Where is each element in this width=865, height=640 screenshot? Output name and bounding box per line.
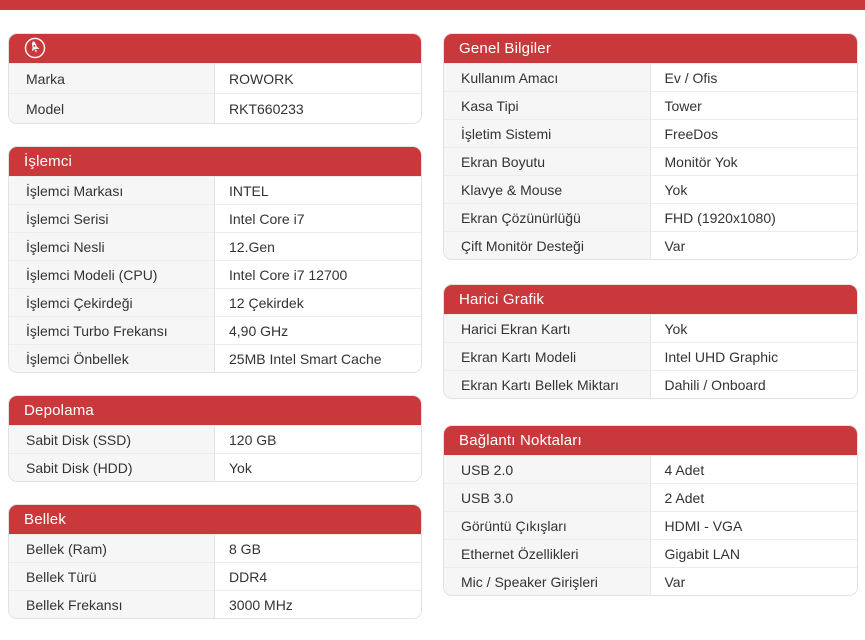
storage-table	[8, 395, 422, 482]
spec-value: Intel UHD Graphic	[651, 343, 858, 370]
table-row	[9, 562, 421, 590]
table-row	[9, 260, 421, 288]
brand-table	[8, 33, 422, 124]
spec-label: Çift Monitör Desteği	[444, 232, 651, 259]
spec-value: 4,90 GHz	[215, 317, 421, 344]
spec-sheet	[0, 10, 865, 619]
spec-label: Sabit Disk (HDD)	[9, 454, 215, 481]
spec-label: Ekran Kartı Bellek Miktarı	[444, 371, 651, 398]
spec-label: İşlemci Çekirdeği	[9, 289, 215, 316]
table-row	[9, 232, 421, 260]
spec-label: Bellek Türü	[9, 563, 215, 590]
spec-value: Var	[651, 232, 858, 259]
left-column	[8, 33, 422, 619]
spec-label: USB 3.0	[444, 484, 651, 511]
spec-value: 25MB Intel Smart Cache	[215, 345, 421, 372]
spec-label: Bellek Frekansı	[9, 591, 215, 618]
spec-value: Intel Core i7	[215, 205, 421, 232]
external-graphics-table-header	[443, 284, 858, 314]
right-column	[443, 33, 858, 596]
spec-label: Mic / Speaker Girişleri	[444, 568, 651, 595]
table-row	[9, 453, 421, 481]
ports-table-header	[443, 425, 858, 455]
table-row	[9, 204, 421, 232]
memory-table	[8, 504, 422, 619]
table-row	[444, 539, 857, 567]
spec-label: Görüntü Çıkışları	[444, 512, 651, 539]
spec-value: DDR4	[215, 563, 421, 590]
ports-table	[443, 425, 858, 596]
table-row	[444, 511, 857, 539]
table-row	[9, 93, 421, 123]
section-title: Bağlantı Noktaları	[459, 431, 582, 449]
spec-label: Model	[9, 94, 215, 123]
spec-value: Yok	[651, 176, 858, 203]
spec-value: Ev / Ofis	[651, 64, 858, 91]
spec-label: İşletim Sistemi	[444, 120, 651, 147]
spec-value: 4 Adet	[651, 456, 858, 483]
spec-value: 12.Gen	[215, 233, 421, 260]
memory-table-header	[8, 504, 422, 534]
table-row	[444, 175, 857, 203]
table-row	[444, 342, 857, 370]
spec-value: Gigabit LAN	[651, 540, 858, 567]
table-row	[9, 63, 421, 93]
table-row	[444, 455, 857, 483]
table-row	[9, 288, 421, 316]
spec-value: Yok	[215, 454, 421, 481]
brand-table-header	[8, 33, 422, 63]
table-row	[444, 91, 857, 119]
spec-label: Marka	[9, 64, 215, 93]
spec-label: Ekran Çözünürlüğü	[444, 204, 651, 231]
spec-label: USB 2.0	[444, 456, 651, 483]
section-title: Genel Bilgiler	[459, 39, 552, 57]
table-row	[9, 344, 421, 372]
table-row	[444, 314, 857, 342]
spec-value: HDMI - VGA	[651, 512, 858, 539]
spec-value: 120 GB	[215, 426, 421, 453]
general-info-table	[443, 33, 858, 260]
spec-value: INTEL	[215, 177, 421, 204]
spec-label: İşlemci Markası	[9, 177, 215, 204]
spec-value: 3000 MHz	[215, 591, 421, 618]
table-row	[444, 119, 857, 147]
table-row	[9, 534, 421, 562]
general-info-table-header	[443, 33, 858, 63]
spec-value: 2 Adet	[651, 484, 858, 511]
spec-value: 12 Çekirdek	[215, 289, 421, 316]
storage-table-header	[8, 395, 422, 425]
spec-value: RKT660233	[215, 94, 421, 123]
spec-label: İşlemci Önbellek	[9, 345, 215, 372]
table-row	[444, 567, 857, 595]
spec-value: Dahili / Onboard	[651, 371, 858, 398]
cpu-table	[8, 146, 422, 373]
spec-value: FHD (1920x1080)	[651, 204, 858, 231]
spec-value: 8 GB	[215, 535, 421, 562]
spec-label: Ethernet Özellikleri	[444, 540, 651, 567]
table-row	[9, 316, 421, 344]
spec-value: FreeDos	[651, 120, 858, 147]
table-row	[9, 176, 421, 204]
cpu-table-header	[8, 146, 422, 176]
external-graphics-table	[443, 284, 858, 399]
spec-label: Kullanım Amacı	[444, 64, 651, 91]
spec-value: Var	[651, 568, 858, 595]
table-row	[444, 483, 857, 511]
spec-value: Tower	[651, 92, 858, 119]
spec-label: Klavye & Mouse	[444, 176, 651, 203]
spec-value: Monitör Yok	[651, 148, 858, 175]
spec-label: Bellek (Ram)	[9, 535, 215, 562]
spec-label: İşlemci Modeli (CPU)	[9, 261, 215, 288]
section-title: Harici Grafik	[459, 290, 545, 308]
spec-label: İşlemci Nesli	[9, 233, 215, 260]
table-row	[444, 63, 857, 91]
spec-label: Ekran Kartı Modeli	[444, 343, 651, 370]
top-accent-bar	[0, 0, 865, 10]
spec-label: Ekran Boyutu	[444, 148, 651, 175]
spec-label: Sabit Disk (SSD)	[9, 426, 215, 453]
table-row	[9, 590, 421, 618]
section-title: Depolama	[24, 401, 94, 419]
table-row	[9, 425, 421, 453]
spec-value: ROWORK	[215, 64, 421, 93]
rocket-logo-icon	[24, 33, 46, 63]
spec-value: Yok	[651, 315, 858, 342]
table-row	[444, 370, 857, 398]
spec-label: Kasa Tipi	[444, 92, 651, 119]
spec-value: Intel Core i7 12700	[215, 261, 421, 288]
spec-label: Harici Ekran Kartı	[444, 315, 651, 342]
table-row	[444, 147, 857, 175]
spec-label: İşlemci Serisi	[9, 205, 215, 232]
table-row	[444, 231, 857, 259]
section-title: Bellek	[24, 510, 67, 528]
table-row	[444, 203, 857, 231]
section-title: İşlemci	[24, 152, 73, 170]
spec-label: İşlemci Turbo Frekansı	[9, 317, 215, 344]
